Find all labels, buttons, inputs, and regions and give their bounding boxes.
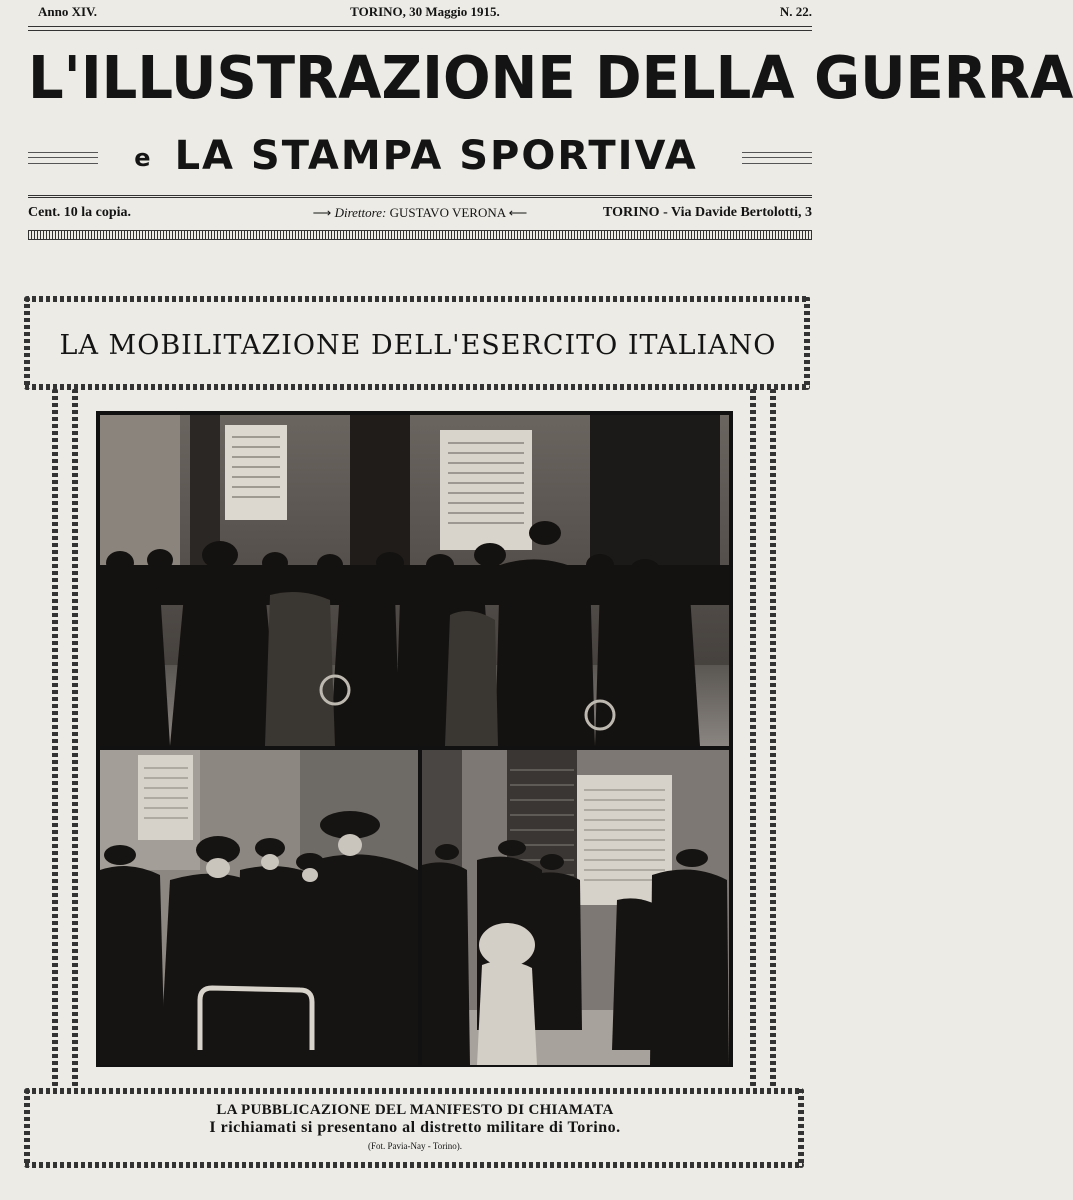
director-name: GUSTAVO VERONA <box>389 205 506 220</box>
chain-border-left-outer <box>52 388 58 1088</box>
address: TORINO - Via Davide Bertolotti, 3 <box>603 205 812 220</box>
chain-border-bottom <box>24 1162 804 1168</box>
chain-border-headline-bottom <box>24 384 810 390</box>
chain-border-headline-right <box>804 296 810 390</box>
chain-border-right-outer <box>770 388 776 1088</box>
chain-border-top <box>24 296 810 302</box>
photo-crowd-main <box>100 415 729 746</box>
subtitle-conjunction: e <box>134 144 153 172</box>
top-rule <box>28 26 812 27</box>
caption-box <box>26 1092 804 1162</box>
headline: LA MOBILITAZIONE DELL'ESERCITO ITALIANO <box>59 330 777 361</box>
dateline: TORINO, 30 Maggio 1915. <box>350 4 500 19</box>
photo-street-poster <box>422 750 729 1065</box>
chain-border-right-inner <box>750 388 756 1088</box>
subtitle-text: LA STAMPA SPORTIVA <box>174 133 698 179</box>
decorative-lines-left <box>28 152 98 164</box>
issue-number: N. 22. <box>779 4 812 19</box>
street-poster-image <box>422 750 729 1065</box>
info-bar <box>28 205 812 227</box>
director: ⟶ Direttore: GUSTAVO VERONA ⟵ <box>312 205 528 220</box>
crowd-reading-posters-image <box>100 415 729 746</box>
price: Cent. 10 la copia. <box>28 205 132 220</box>
caption-text: I richiamati si presentano al distretto militare di Torino. <box>209 1119 621 1136</box>
masthead-subtitle <box>110 130 722 182</box>
caption-title: LA PUBBLICAZIONE DEL MANIFESTO DI CHIAMATA <box>216 1102 614 1118</box>
director-label: Direttore: <box>334 205 387 220</box>
hatched-rule <box>28 230 812 240</box>
top-line <box>38 4 812 22</box>
chain-border-headline-left <box>24 296 30 390</box>
decorative-lines-right <box>742 152 812 164</box>
chain-border-left-inner <box>72 388 78 1088</box>
masthead-title: L'ILLUSTRAZIONE DELLA GUERRA <box>28 44 1073 113</box>
photo-men-with-bicycle <box>100 750 418 1065</box>
photo-panel <box>96 411 733 1067</box>
men-with-bicycle-image <box>100 750 418 1065</box>
photo-credit: (Fot. Pavia-Nay - Torino). <box>368 1141 462 1151</box>
top-rule-2 <box>28 30 812 31</box>
volume-label: Anno XIV. <box>38 4 98 19</box>
masthead-rule <box>28 195 812 198</box>
